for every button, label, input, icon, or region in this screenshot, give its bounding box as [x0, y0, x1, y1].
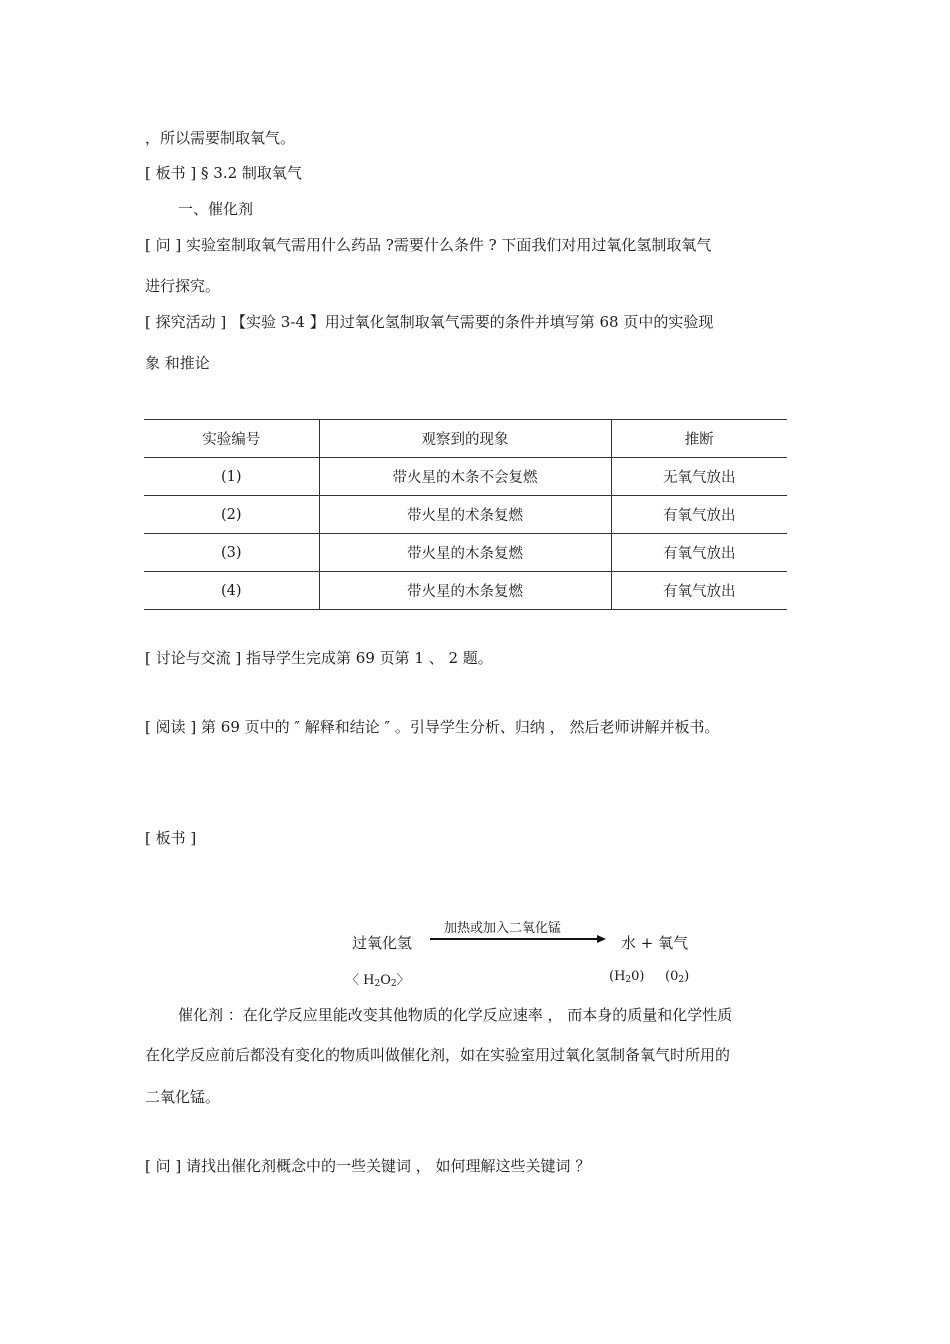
- table-cell: 带火星的木条不会复燃: [319, 458, 611, 496]
- reactant: 过氧化氢: [352, 934, 413, 952]
- text-question-1: [ 问 ] 实验室制取氧气需用什么药品 ?需要什么条件 ? 下面我们对用过氧化氢制取氧气: [145, 236, 712, 254]
- catalyst-definition-cont: 在化学反应前后都没有变化的物质叫做催化剂，如在实验室用过氧化氢制备氧气时所用的: [145, 1046, 731, 1064]
- text-activity-cont: 象 和推论: [145, 354, 210, 372]
- heading-board-section: [ 板书 ] § 3.2 制取氧气: [145, 164, 302, 182]
- table-header-cell: 观察到的现象: [319, 420, 611, 458]
- table-cell: 无氧气放出: [611, 458, 787, 496]
- heading-board-2: [ 板书 ]: [145, 829, 197, 847]
- water-formula: $(H_20)$: [609, 969, 645, 985]
- oxygen-formula: $(0_2)$: [665, 969, 690, 985]
- table-cell: (1): [144, 458, 319, 496]
- table-row: [144, 572, 787, 610]
- experiment-table: [144, 419, 787, 610]
- reactant-formula: 〈 $H_2O_2$〉: [346, 973, 410, 989]
- table-cell: 带火星的术条复燃: [319, 496, 611, 534]
- text-activity: [ 探究活动 ] 【实验 3-4 】用过氧化氢制取氧气需要的条件并填写第 68 页中的实验现: [145, 313, 714, 331]
- table-cell: 有氧气放出: [611, 496, 787, 534]
- products: 水 + 氧气: [621, 934, 689, 952]
- reaction-arrow-icon: [430, 935, 606, 943]
- table-cell: (4): [144, 572, 319, 610]
- catalyst-definition-end: 二氧化锰。: [145, 1088, 221, 1106]
- text-question-2: [ 问 ] 请找出催化剂概念中的一些关键词 ， 如何理解这些关键词 ？: [145, 1157, 591, 1175]
- table-cell: (3): [144, 534, 319, 572]
- table-header-cell: 推断: [611, 420, 787, 458]
- text-line-1: ，所以需要制取氧气。: [145, 129, 296, 147]
- reaction-condition: 加热或加入二氧化锰: [444, 921, 562, 936]
- table-row: [144, 534, 787, 572]
- table-cell: 有氧气放出: [611, 572, 787, 610]
- table-cell: 带火星的木条复燃: [319, 572, 611, 610]
- text-reading: [ 阅读 ] 第 69 页中的 ″ 解释和结论 ″ 。引导学生分析、归纳 ， 然后老师讲解并板书。: [145, 718, 720, 736]
- text-discussion: [ 讨论与交流 ] 指导学生完成第 69 页第 1 、 2 题。: [145, 649, 493, 667]
- catalyst-definition: 催化剂 ：在化学反应里能改变其他物质的化学反应速率 ， 而本身的质量和化学性质: [178, 1006, 733, 1024]
- table-header-cell: 实验编号: [144, 420, 319, 458]
- text-question-1-cont: 进行探究。: [145, 277, 221, 295]
- table-row: [144, 496, 787, 534]
- heading-catalyst: 一、催化剂: [178, 200, 254, 218]
- table-cell: 带火星的木条复燃: [319, 534, 611, 572]
- table-header-row: [144, 420, 787, 458]
- table-row: [144, 458, 787, 496]
- table-cell: (2): [144, 496, 319, 534]
- table-cell: 有氧气放出: [611, 534, 787, 572]
